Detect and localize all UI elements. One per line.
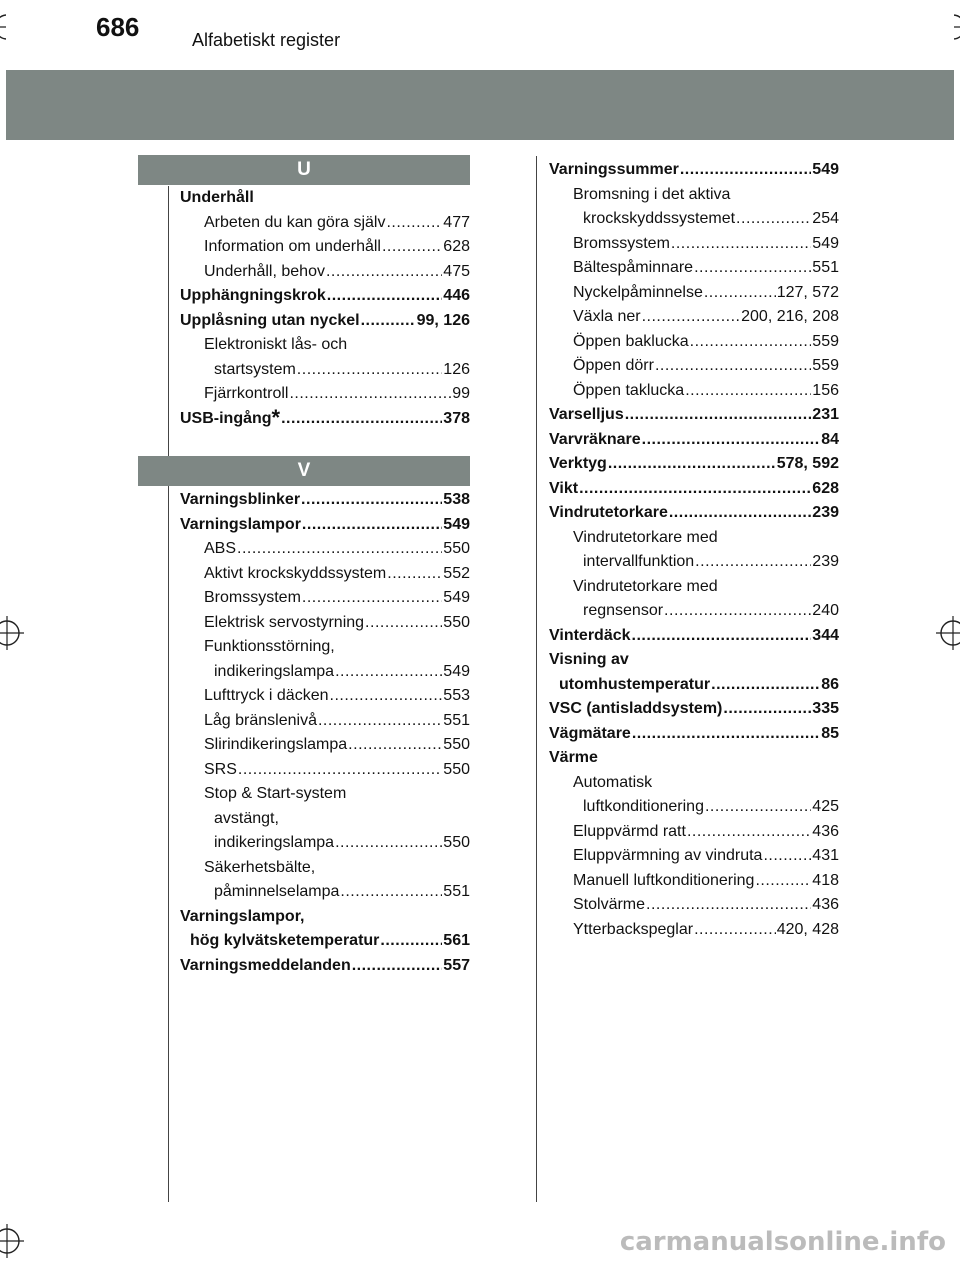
page-reference[interactable]: 254 [812, 210, 839, 227]
page-reference[interactable]: 420, 428 [776, 920, 839, 938]
index-entry [549, 673, 839, 698]
index-term: Bältespåminnare [573, 259, 694, 276]
index-entry [180, 709, 470, 734]
page-reference[interactable]: 559 [812, 357, 839, 374]
page-reference[interactable]: 538 [443, 491, 470, 508]
leader-dots [326, 260, 442, 285]
index-entry [180, 358, 470, 383]
leader-dots [642, 428, 821, 453]
leader-dots [302, 586, 442, 611]
section-letter-v: V [138, 456, 470, 486]
index-term: Säkerhetsbälte, [204, 858, 316, 876]
index-entry [549, 305, 839, 330]
index-term: Öppen baklucka [573, 332, 689, 350]
leader-dots [608, 452, 776, 477]
leader-dots [705, 795, 811, 820]
page-reference[interactable]: 239 [812, 553, 839, 570]
index-entry [180, 284, 470, 309]
index-entry [549, 918, 839, 943]
page-reference[interactable]: 446 [443, 287, 470, 304]
index-entry [180, 929, 470, 954]
header-top [6, 8, 954, 62]
leader-dots [655, 354, 811, 379]
page-reference[interactable]: 431 [812, 847, 839, 864]
page-number: 686 [96, 12, 140, 42]
page-reference[interactable]: 628 [443, 238, 470, 255]
index-entry [549, 354, 839, 379]
index-term: Nyckelpåminnelse [573, 283, 703, 301]
index-entry [180, 733, 470, 758]
index-entry [549, 526, 839, 551]
index-entry [180, 537, 470, 562]
index-term: Bromsning i det aktiva [573, 185, 731, 203]
registration-mark-bottom-left [0, 1224, 24, 1258]
index-entry [549, 379, 839, 404]
leader-dots [695, 550, 811, 575]
index-term: startsystem [214, 360, 296, 378]
index-term: indikeringslampa [214, 834, 335, 851]
index-entry [180, 880, 470, 905]
leader-dots [365, 611, 442, 636]
index-term: Elektroniskt lås- och [204, 336, 348, 353]
leader-dots [704, 281, 776, 306]
page-reference[interactable]: 425 [812, 798, 839, 815]
page-reference[interactable]: 578, 592 [776, 455, 839, 472]
index-entry [180, 684, 470, 709]
index-term: Upphängningskrok [180, 287, 326, 304]
leader-dots [297, 358, 443, 383]
leader-dots [680, 158, 811, 183]
leader-dots [671, 232, 811, 257]
index-term: Automatisk [573, 773, 653, 791]
page-reference[interactable]: 552 [443, 564, 470, 582]
page-reference[interactable]: 551 [443, 883, 470, 900]
index-column-right [549, 158, 839, 942]
index-entry [180, 333, 470, 358]
registration-mark-mid-left [0, 616, 24, 650]
index-term: VSC (antisladdsystem) [549, 700, 723, 717]
index-term: Låg bränslenivå [204, 711, 317, 729]
index-entry [549, 207, 839, 232]
leader-dots [723, 697, 811, 722]
leader-dots [386, 211, 442, 236]
leader-dots [281, 407, 442, 432]
leader-dots [335, 660, 442, 685]
index-entry [180, 562, 470, 587]
leader-dots [340, 880, 442, 905]
page-reference[interactable]: 344 [812, 626, 839, 644]
leader-dots [237, 537, 442, 562]
index-term: Varselljus [549, 406, 624, 423]
index-entry [549, 771, 839, 796]
index-entry [180, 954, 470, 979]
page-reference[interactable]: 549 [812, 161, 839, 178]
index-term: Varningsblinker [180, 491, 301, 508]
page-reference[interactable]: 127, 572 [776, 283, 839, 301]
index-entry [180, 635, 470, 660]
index-term: Vindrutetorkare med [573, 528, 718, 546]
index-term: Information om underhåll [204, 238, 381, 255]
leader-dots [632, 722, 820, 747]
leader-dots [238, 758, 442, 783]
index-term: avstängt, [214, 809, 279, 827]
page-reference[interactable]: 99 [452, 385, 470, 402]
page-reference[interactable]: 378 [443, 409, 470, 427]
index-term: USB-ingång [180, 409, 272, 427]
page-reference[interactable]: 550 [443, 736, 470, 753]
index-entry [549, 820, 839, 845]
index-term: Eluppvärmning av vindruta [573, 847, 763, 864]
page-reference[interactable]: 436 [812, 896, 839, 913]
index-term: Vindrutetorkare med [573, 577, 718, 595]
page-reference[interactable]: 550 [443, 613, 470, 631]
index-term: intervallfunktion [583, 553, 695, 570]
page-reference[interactable]: 550 [443, 540, 470, 557]
index-entry [549, 697, 839, 722]
leader-dots [694, 256, 811, 281]
index-entry [180, 905, 470, 930]
index-entry [180, 782, 470, 807]
index-term: regnsensor [583, 602, 664, 619]
page-reference[interactable]: 549 [443, 589, 470, 606]
index-term: utomhustemperatur [559, 675, 711, 693]
index-term: luftkonditionering [583, 798, 704, 815]
registration-mark-mid-right [936, 616, 960, 650]
leader-dots [330, 684, 443, 709]
leader-dots [669, 501, 811, 526]
leader-dots [380, 929, 442, 954]
leader-dots [646, 893, 811, 918]
index-entry [549, 795, 839, 820]
index-term: Lufttryck i däcken [204, 687, 329, 704]
index-entry [549, 550, 839, 575]
index-term: Visning av [549, 651, 629, 668]
leader-dots [289, 382, 451, 407]
leader-dots [687, 820, 811, 845]
index-term: Underhåll [180, 189, 254, 206]
index-term: Värme [549, 749, 598, 766]
index-term: krockskyddssystemet [583, 210, 736, 227]
left-column-rule [168, 186, 169, 1202]
leader-dots [318, 709, 442, 734]
middle-column-rule [536, 156, 537, 1202]
index-entry [180, 382, 470, 407]
index-term: Funktionsstörning, [204, 638, 335, 655]
leader-dots [664, 599, 811, 624]
index-entry [549, 501, 839, 526]
page-reference[interactable]: 156 [812, 381, 839, 399]
index-entry [549, 158, 839, 183]
index-entry [549, 256, 839, 281]
index-entry [180, 807, 470, 832]
index-entry [180, 611, 470, 636]
index-term: Varningslampor, [180, 907, 305, 925]
index-term: Upplåsning utan nyckel [180, 311, 360, 329]
index-entry [549, 452, 839, 477]
index-entry [549, 648, 839, 673]
index-term: Vinterdäck [549, 626, 631, 644]
index-term: Fjärrkontroll [204, 385, 289, 402]
index-entry [549, 599, 839, 624]
index-entry [549, 232, 839, 257]
page-reference[interactable]: 550 [443, 834, 470, 851]
index-entry: USB-ingång * ..... 378 [180, 407, 470, 432]
page-reference[interactable]: 557 [443, 956, 470, 974]
leader-dots [361, 309, 416, 334]
index-term: hög kylvätsketemperatur [190, 932, 380, 949]
leader-dots [642, 305, 741, 330]
index-entry [549, 183, 839, 208]
page-reference[interactable]: 549 [443, 662, 470, 680]
index-term: Slirindikeringslampa [204, 736, 348, 753]
index-term: Manuell luftkonditionering [573, 871, 755, 889]
index-entry [180, 235, 470, 260]
leader-dots [625, 403, 812, 428]
index-entry [180, 309, 470, 334]
index-entry [549, 281, 839, 306]
index-column-v [180, 488, 470, 978]
page-reference[interactable]: 628 [812, 479, 839, 497]
index-entry [549, 844, 839, 869]
leader-dots [382, 235, 442, 260]
leader-dots [763, 844, 811, 869]
page-reference[interactable]: 85 [821, 724, 839, 742]
leader-dots [632, 624, 812, 649]
index-term: Eluppvärmd ratt [573, 822, 686, 840]
page-reference[interactable]: 231 [812, 406, 839, 423]
leader-dots [579, 477, 811, 502]
page-header [6, 8, 954, 140]
index-term: Varningsmeddelanden [180, 956, 351, 974]
leader-dots [387, 562, 442, 587]
leader-dots [335, 831, 442, 856]
leader-dots [685, 379, 811, 404]
index-entry [549, 575, 839, 600]
index-entry [549, 428, 839, 453]
page-reference[interactable]: 475 [443, 262, 470, 280]
index-term: Vägmätare [549, 724, 631, 742]
index-entry [549, 722, 839, 747]
index-term: ABS [204, 540, 237, 557]
index-entry [549, 403, 839, 428]
index-entry [180, 186, 470, 211]
index-term: SRS [204, 760, 237, 778]
page-reference[interactable]: 553 [443, 687, 470, 704]
index-term: Vikt [549, 479, 579, 497]
index-term: Aktivt krockskyddssystem [204, 564, 387, 582]
index-entry [180, 211, 470, 236]
index-entry [549, 746, 839, 771]
index-entry [549, 869, 839, 894]
index-entry [180, 260, 470, 285]
page-reference[interactable]: 550 [443, 760, 470, 778]
index-entry [180, 758, 470, 783]
index-term: Öppen taklucka [573, 381, 685, 399]
index-term: Stop & Start-system [204, 785, 347, 802]
index-term: Varningslampor [180, 515, 301, 533]
index-term: Arbeten du kan göra själv [204, 213, 386, 231]
section-title: Alfabetiskt register [192, 30, 341, 50]
page-reference[interactable]: 200, 216, 208 [741, 308, 839, 325]
index-term: indikeringslampa [214, 662, 335, 680]
leader-dots [755, 869, 811, 894]
page-reference[interactable]: 418 [812, 871, 839, 889]
index-term: Varningssummer [549, 161, 679, 178]
leader-dots [736, 207, 811, 232]
index-term: Verktyg [549, 455, 607, 472]
section-letter-u: U [138, 155, 470, 185]
index-entry [549, 330, 839, 355]
page-reference[interactable]: 561 [443, 932, 470, 949]
index-column-u [180, 186, 470, 431]
index-term: Elektrisk servostyrning [204, 613, 365, 631]
page-reference[interactable]: 86 [821, 675, 839, 693]
index-entry [549, 624, 839, 649]
page-reference[interactable]: 477 [443, 213, 470, 231]
index-entry [180, 831, 470, 856]
index-term: Ytterbackspeglar [573, 920, 694, 938]
index-term: Vindrutetorkare [549, 504, 668, 521]
index-entry [549, 893, 839, 918]
index-entry [549, 477, 839, 502]
index-term: Bromssystem [573, 234, 670, 252]
index-entry [180, 488, 470, 513]
page-reference[interactable]: 84 [821, 430, 839, 448]
page-reference[interactable]: 239 [812, 504, 839, 521]
watermark: carmanualsonline.info [619, 1227, 946, 1257]
index-entry [180, 660, 470, 685]
index-term: Bromssystem [204, 589, 301, 606]
index-term: Växla ner [573, 308, 641, 325]
page-reference[interactable]: 551 [812, 259, 839, 276]
index-entry [180, 856, 470, 881]
page-reference[interactable]: 99, 126 [416, 311, 470, 329]
index-term: påminnelselampa [214, 883, 340, 900]
leader-dots [348, 733, 442, 758]
header-band [6, 70, 954, 140]
leader-dots [302, 513, 442, 538]
index-term: Stolvärme [573, 896, 646, 913]
page-reference[interactable]: 436 [812, 822, 839, 840]
leader-dots [690, 330, 812, 355]
page-reference[interactable]: 240 [812, 602, 839, 619]
index-entry [180, 586, 470, 611]
leader-dots [327, 284, 443, 309]
leader-dots [352, 954, 443, 979]
index-term: Varvräknare [549, 430, 641, 448]
leader-dots [694, 918, 776, 943]
page-reference[interactable]: 335 [812, 700, 839, 717]
page-reference[interactable]: 559 [812, 332, 839, 350]
index-entry [180, 513, 470, 538]
index-term: Underhåll, behov [204, 262, 325, 280]
leader-dots [711, 673, 820, 698]
leader-dots [301, 488, 442, 513]
page-reference[interactable]: 126 [443, 360, 470, 378]
page-reference[interactable]: 549 [443, 515, 470, 533]
page-reference[interactable]: 549 [812, 234, 839, 252]
index-term: Öppen dörr [573, 357, 654, 374]
page-reference[interactable]: 551 [443, 711, 470, 729]
